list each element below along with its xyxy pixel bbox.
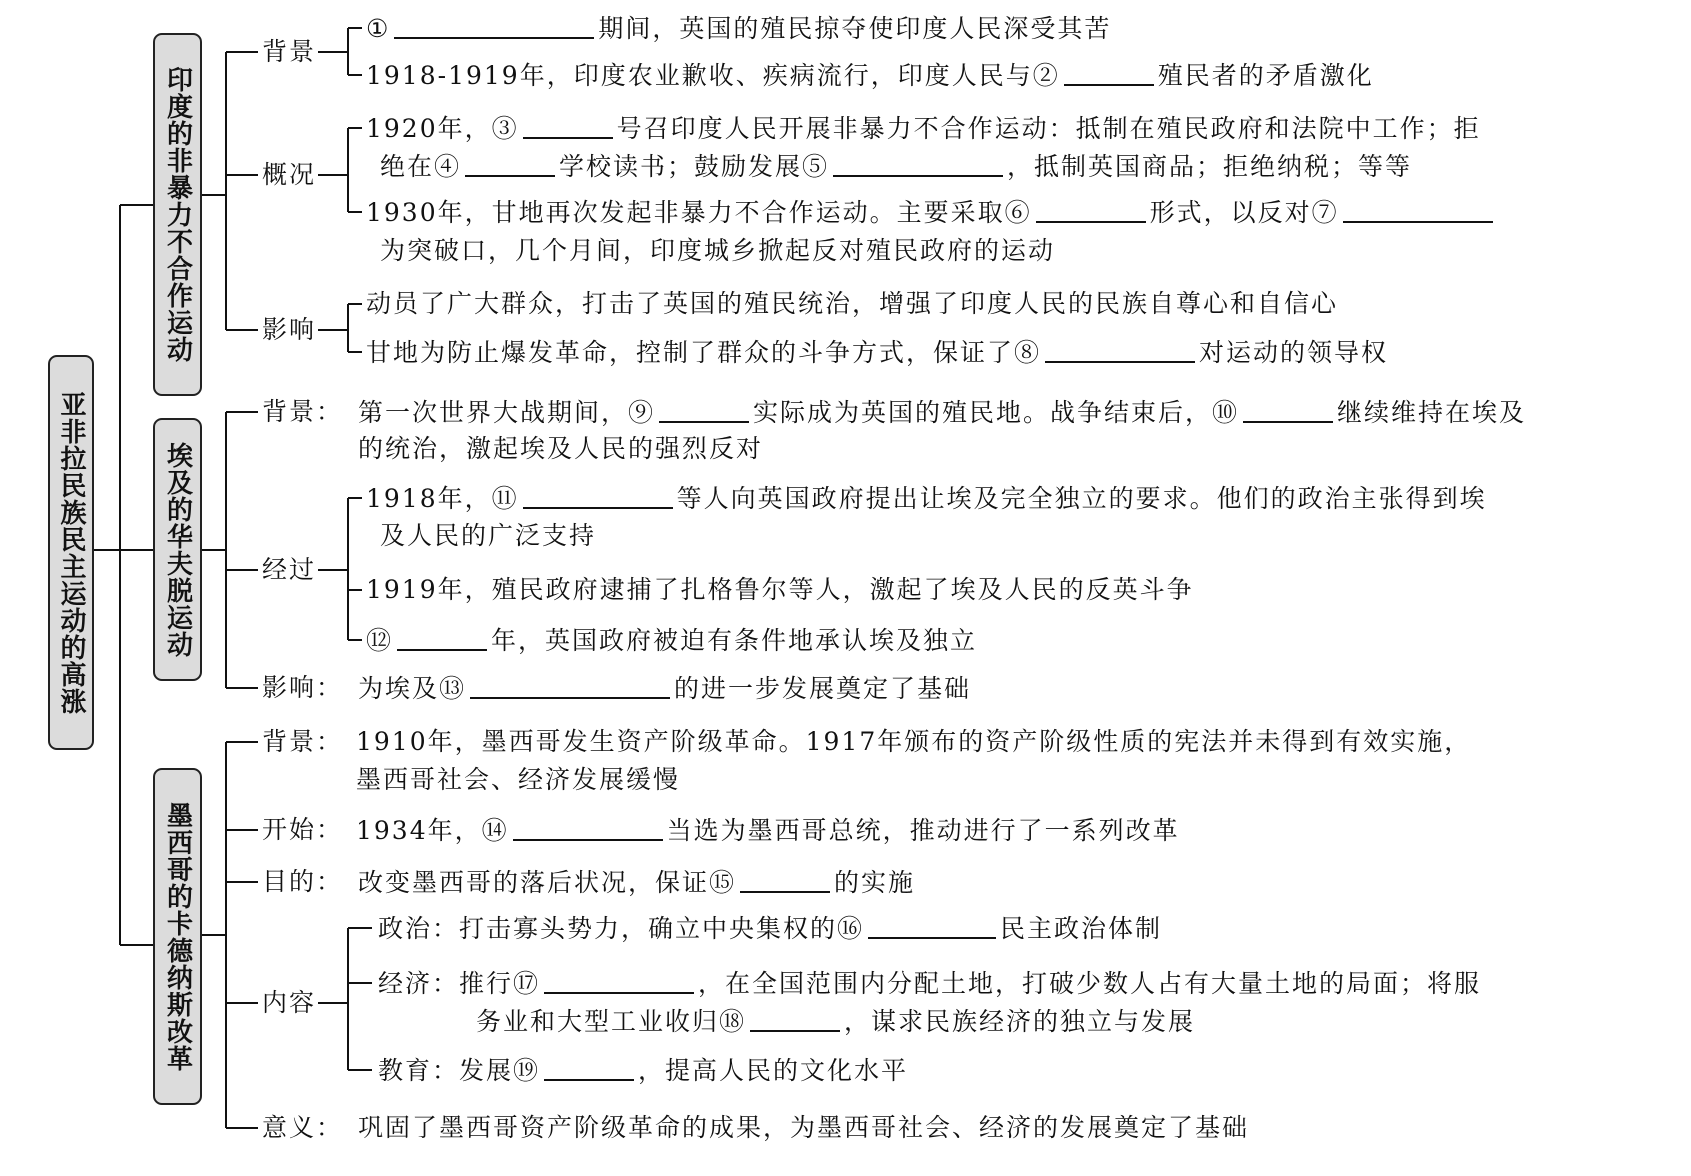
blank-8: [1045, 337, 1195, 363]
india-ov-line-2: 绝在④ 学校读书；鼓励发展⑤ ，抵制英国商品；拒绝纳税；等等: [380, 152, 1413, 181]
egypt-pr-line-2: 及人民的广泛支持: [380, 521, 597, 550]
mexico-background-label: 背景：: [262, 727, 344, 756]
branch-egypt: 埃及的华夫脱运动: [153, 418, 202, 681]
india-impact-label: 影响: [262, 315, 317, 344]
egypt-process-label: 经过: [262, 555, 317, 584]
blank-12: [397, 625, 487, 651]
india-background-label: 背景: [262, 37, 317, 66]
blank-1: [394, 13, 594, 39]
mexico-significance-label: 意义：: [262, 1113, 344, 1142]
india-imp-line-1: 动员了广大群众，打击了英国的殖民统治，增强了印度人民的民族自尊心和自信心: [366, 289, 1339, 318]
blank-15: [740, 867, 830, 893]
mexico-start-line: 1934年，⑭ 当选为墨西哥总统，推动进行了一系列改革: [356, 816, 1180, 845]
india-ov-line-4: 为突破口，几个月间，印度城乡掀起反对殖民政府的运动: [380, 236, 1056, 265]
root-node: 亚非拉民族民主运动的高涨: [48, 355, 94, 750]
mexico-content-politics: 政治：打击寡头势力，确立中央集权的⑯ 民主政治体制: [378, 914, 1163, 943]
mexico-purpose-line: 改变墨西哥的落后状况，保证⑮ 的实施: [358, 868, 916, 897]
india-overview-label: 概况: [262, 160, 317, 189]
egypt-bg-line-2: 的统治，激起埃及人民的强烈反对: [358, 434, 764, 463]
blank-4: [465, 151, 555, 177]
egypt-pr-line-4: ⑫ 年，英国政府被迫有条件地承认埃及独立: [366, 626, 978, 655]
egypt-pr-line-3: 1919年，殖民政府逮捕了扎格鲁尔等人，激起了埃及人民的反英斗争: [366, 575, 1194, 604]
india-bg-line-2: 1918-1919年，印度农业歉收、疾病流行，印度人民与② 殖民者的矛盾激化: [366, 61, 1374, 90]
blank-16: [868, 913, 996, 939]
egypt-pr-line-1: 1918年，⑪ 等人向英国政府提出让埃及完全独立的要求。他们的政治主张得到埃: [366, 484, 1487, 513]
blank-6: [1036, 197, 1146, 223]
blank-10: [1243, 397, 1333, 423]
india-ov-line-3: 1930年，甘地再次发起非暴力不合作运动。主要采取⑥ 形式，以反对⑦: [366, 197, 1497, 228]
egypt-impact-label: 影响：: [262, 673, 344, 702]
blank-9: [659, 397, 749, 423]
mexico-content-economy-1: 经济：推行⑰ ，在全国范围内分配土地，打破少数人占有大量土地的局面；将服: [378, 969, 1482, 998]
branch-india: 印度的非暴力不合作运动: [153, 33, 202, 396]
blank-2: [1064, 60, 1154, 86]
blank-19: [544, 1055, 634, 1081]
blank-17: [544, 968, 694, 994]
blank-11: [523, 483, 673, 509]
blank-18: [750, 1006, 840, 1032]
india-ov-line-1: 1920年，③ 号召印度人民开展非暴力不合作运动：抵制在殖民政府和法院中工作；拒: [366, 114, 1481, 143]
mexico-bg-line-1: 1910年，墨西哥发生资产阶级革命。1917年颁布的资产阶级性质的宪法并未得到有效实施，: [356, 727, 1472, 756]
blank-3: [523, 113, 613, 139]
egypt-background-label: 背景：: [262, 397, 344, 426]
mexico-content-label: 内容: [262, 988, 317, 1017]
mexico-bg-line-2: 墨西哥社会、经济发展缓慢: [356, 765, 681, 794]
mexico-content-education: 教育：发展⑲ ，提高人民的文化水平: [378, 1056, 909, 1085]
egypt-imp-line-1: 为埃及⑬ 的进一步发展奠定了基础: [358, 674, 972, 703]
blank-7: [1343, 197, 1493, 223]
blank-13: [470, 673, 670, 699]
mexico-purpose-label: 目的：: [262, 867, 344, 896]
mexico-start-label: 开始：: [262, 815, 344, 844]
india-bg-line-1: ① 期间，英国的殖民掠夺使印度人民深受其苦: [366, 14, 1112, 43]
india-imp-line-2: 甘地为防止爆发革命，控制了群众的斗争方式，保证了⑧ 对运动的领导权: [366, 338, 1389, 367]
mexico-content-economy-2: 务业和大型工业收归⑱ ，谋求民族经济的独立与发展: [476, 1007, 1196, 1036]
egypt-bg-line-1: 第一次世界大战期间，⑨ 实际成为英国的殖民地。战争结束后，⑩ 继续维持在埃及: [358, 398, 1527, 427]
branch-mexico: 墨西哥的卡德纳斯改革: [153, 768, 202, 1105]
blank-5: [833, 151, 1003, 177]
mexico-significance-line: 巩固了墨西哥资产阶级革命的成果，为墨西哥社会、经济的发展奠定了基础: [358, 1113, 1250, 1142]
blank-14: [513, 815, 663, 841]
